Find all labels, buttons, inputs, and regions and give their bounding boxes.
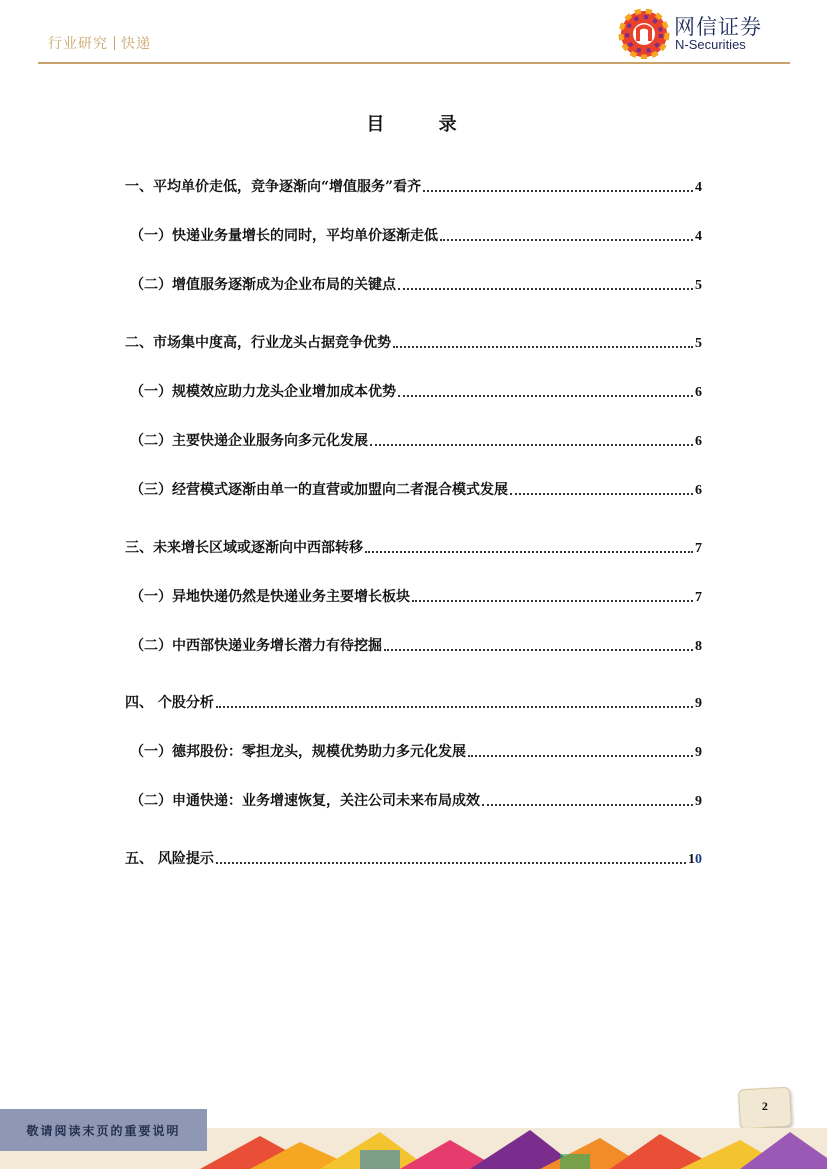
toc-leader	[365, 551, 693, 553]
toc-leader	[393, 346, 693, 348]
toc-entry-label: 五、 风险提示	[125, 851, 214, 867]
toc-entry-4-1[interactable]	[130, 741, 702, 761]
toc-leader	[440, 239, 693, 241]
toc-title: 目 录	[366, 114, 481, 135]
toc-entry-2[interactable]	[125, 332, 702, 352]
toc-leader	[216, 706, 693, 708]
page-number: 2	[761, 1099, 768, 1114]
toc-entry-label: （一）异地快递仍然是快递业务主要增长板块	[130, 589, 410, 605]
toc-entry-label: （一）德邦股份：零担龙头，规模优势助力多元化发展	[130, 744, 466, 760]
toc-entry-label: 三、未来增长区域或逐渐向中西部转移	[125, 540, 363, 556]
toc-entry-page-part-a: 1	[688, 852, 695, 867]
toc-leader	[398, 288, 693, 290]
toc-entry-label: 二、市场集中度高，行业龙头占据竞争优势	[125, 335, 391, 351]
toc-entry-2-1[interactable]	[130, 381, 702, 401]
logo-text-cn: 网信证券	[674, 15, 762, 39]
header-rule	[38, 62, 790, 64]
toc-entry-page: 4	[695, 229, 702, 244]
toc-entry-page: 6	[695, 385, 702, 400]
toc-leader	[370, 444, 693, 446]
toc-leader	[423, 190, 693, 192]
toc-leader	[412, 600, 693, 602]
company-logo	[618, 7, 778, 59]
header-topic: 快递	[121, 36, 151, 52]
toc-entry-page: 6	[695, 434, 702, 449]
toc-entry-label: （三）经营模式逐渐由单一的直营或加盟向二者混合模式发展	[130, 482, 508, 498]
toc-entry-page: 5	[695, 278, 702, 293]
toc-entry-page	[688, 852, 702, 868]
footer-disclaimer-note: 敬请阅读末页的重要说明	[0, 1109, 207, 1151]
toc-entry-5[interactable]	[125, 848, 702, 868]
toc-entry-page: 9	[695, 696, 702, 711]
toc-leader	[398, 395, 693, 397]
page-number-badge	[738, 1087, 792, 1130]
toc-entry-page: 8	[695, 639, 702, 654]
toc-entry-label: （二）申通快递：业务增速恢复，关注公司未来布局成效	[130, 793, 480, 809]
toc-entry-1-2[interactable]	[130, 274, 702, 294]
toc-entry-label: 一、平均单价走低，竞争逐渐向“增值服务”看齐	[125, 179, 422, 195]
toc-entry-page: 7	[695, 541, 702, 556]
header-divider	[114, 36, 115, 50]
toc-entry-label: （二）中西部快递业务增长潜力有待挖掘	[130, 638, 382, 654]
header-section: 行业研究	[48, 36, 108, 52]
logo-text-en: N-Securities	[675, 37, 746, 52]
toc-entry-label: （二）主要快递企业服务向多元化发展	[130, 433, 368, 449]
toc-entry-page: 7	[695, 590, 702, 605]
toc-entry-page: 9	[695, 794, 702, 809]
header-breadcrumb	[48, 33, 151, 53]
toc-entry-1-1[interactable]	[130, 225, 702, 245]
toc-entry-4[interactable]	[125, 692, 702, 712]
toc-entry-3[interactable]	[125, 537, 702, 557]
toc-entry-4-2[interactable]	[130, 790, 702, 810]
toc-leader	[216, 862, 686, 864]
toc-entry-page: 5	[695, 336, 702, 351]
toc-entry-2-2[interactable]	[130, 430, 702, 450]
toc-leader	[510, 493, 693, 495]
toc-entry-2-3[interactable]	[130, 479, 702, 499]
toc-entry-page: 9	[695, 745, 702, 760]
toc-entry-label: （一）规模效应助力龙头企业增加成本优势	[130, 384, 396, 400]
toc-entry-3-2[interactable]	[130, 635, 702, 655]
toc-entry-1[interactable]	[125, 176, 702, 196]
toc-entry-page: 6	[695, 483, 702, 498]
toc-entry-3-1[interactable]	[130, 586, 702, 606]
logo-mark-icon	[618, 7, 670, 59]
toc-leader	[384, 649, 693, 651]
toc-leader	[482, 804, 693, 806]
toc-entry-page: 4	[695, 180, 702, 195]
toc-entry-label: 四、 个股分析	[125, 695, 214, 711]
toc-leader	[468, 755, 693, 757]
toc-entry-label: （二）增值服务逐渐成为企业布局的关键点	[130, 277, 396, 293]
toc-entry-page-part-b: 0	[695, 852, 702, 867]
toc-entry-label: （一）快递业务量增长的同时，平均单价逐渐走低	[130, 228, 438, 244]
